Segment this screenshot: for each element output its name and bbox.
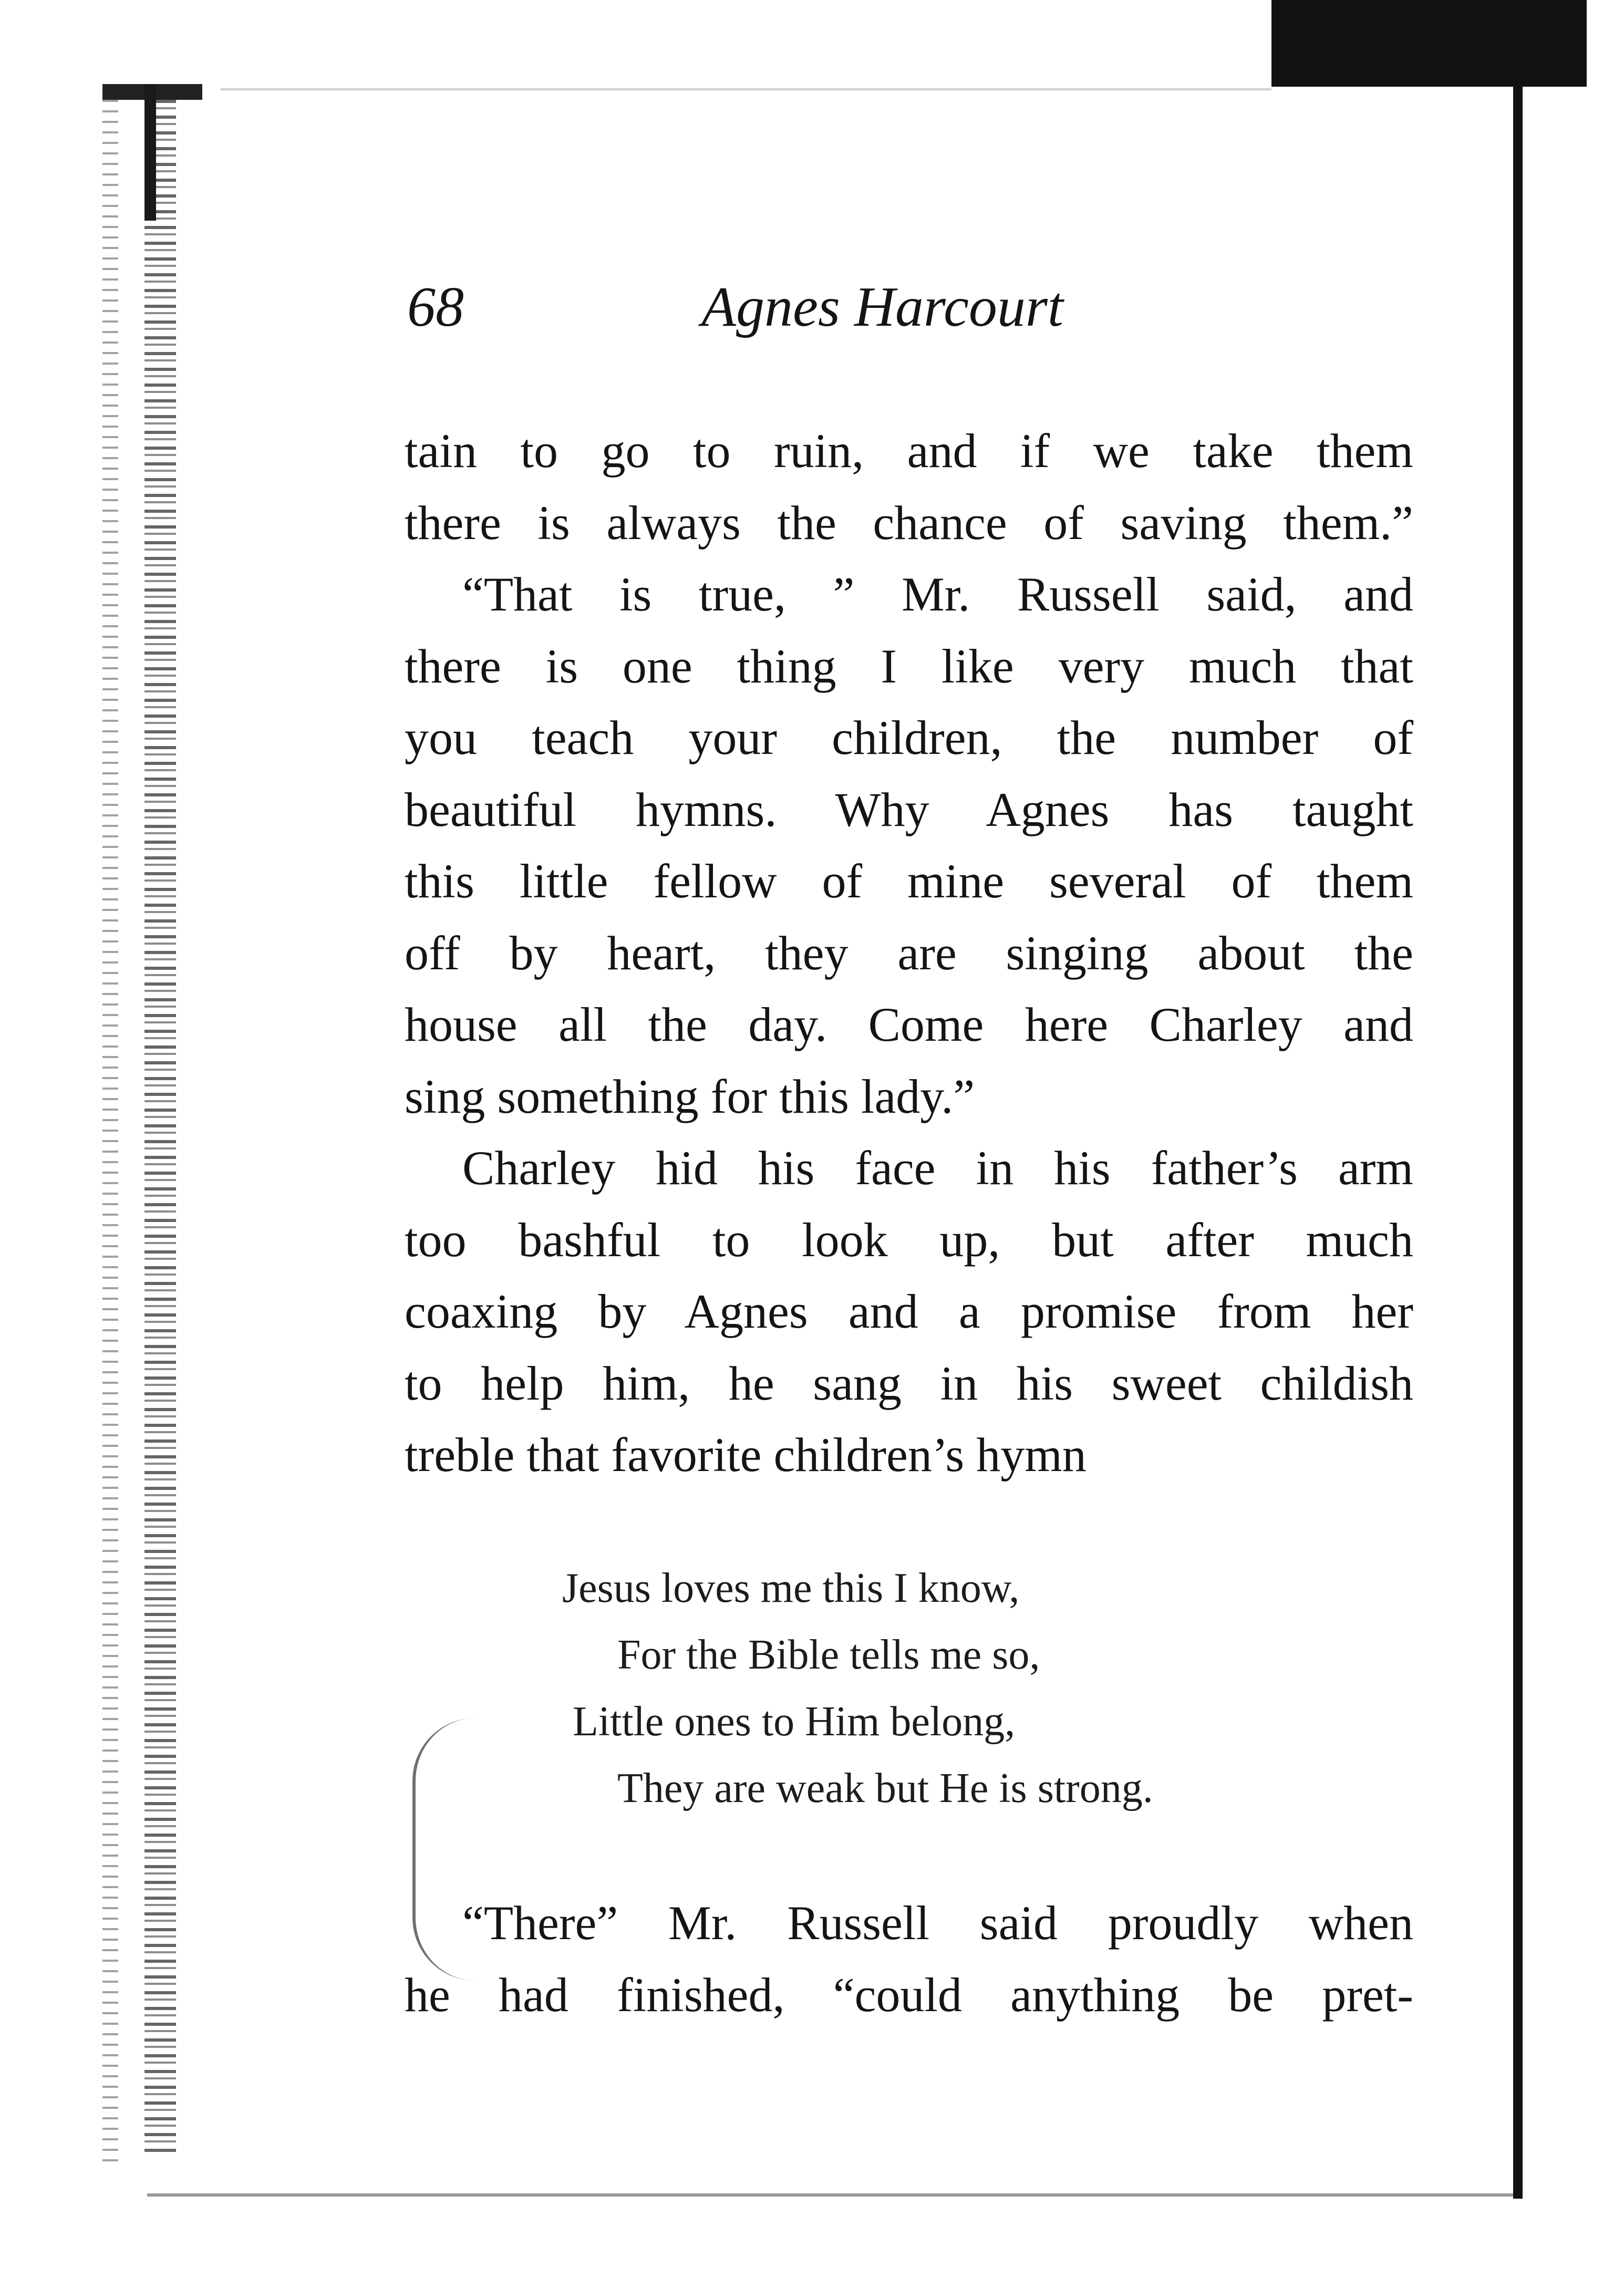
text-line: Charley hid his face in his father’s arm	[462, 1141, 1413, 1195]
text-line: too bashful to look up, but after much	[405, 1213, 1413, 1267]
body-text	[405, 415, 1413, 1491]
scan-artifact-right-edge	[1513, 87, 1523, 2199]
scan-artifact-bottom-rule	[147, 2193, 1513, 2197]
verse-line: For the Bible tells me so,	[617, 1632, 1040, 1678]
text-line: there is always the chance of saving them.”	[405, 495, 1413, 550]
verse-line: Little ones to Him belong,	[573, 1699, 1016, 1745]
text-line: there is one thing I like very much that	[405, 639, 1413, 693]
scan-artifact-binding	[144, 84, 176, 2154]
verse-line: Jesus loves me this I know,	[562, 1565, 1020, 1611]
scan-artifact-corner-vertical	[144, 84, 156, 221]
text-line: this little fellow of mine several of them	[405, 854, 1413, 908]
text-line: to help him, he sang in his sweet childish	[405, 1356, 1413, 1410]
text-line: tain to go to ruin, and if we take them	[405, 424, 1413, 478]
scan-artifact-top-rule	[221, 88, 1271, 90]
text-line: he had finished, “could anything be pret-	[405, 1968, 1413, 2022]
running-title: Agnes Harcourt	[701, 276, 1063, 338]
scan-artifact-tab	[1271, 0, 1587, 87]
text-line: you teach your children, the number of	[405, 711, 1413, 764]
page-number: 68	[407, 276, 464, 338]
text-line: sing something for this lady.”	[405, 1069, 975, 1123]
text-line: treble that favorite children’s hymn	[405, 1428, 1087, 1482]
hymn-verse	[405, 1555, 1413, 1822]
text-line: “There” Mr. Russell said proudly when	[462, 1896, 1413, 1950]
text-line: house all the day. Come here Charley and	[405, 998, 1413, 1051]
scan-artifact-binding-outer	[102, 89, 118, 2170]
text-line: off by heart, they are singing about the	[405, 926, 1413, 980]
text-line: coaxing by Agnes and a promise from her	[405, 1285, 1413, 1338]
running-head	[407, 273, 1174, 341]
verse-line: They are weak but He is strong.	[617, 1765, 1153, 1811]
text-line: beautiful hymns. Why Agnes has taught	[405, 782, 1413, 836]
text-line: “That is true, ” Mr. Russell said, and	[462, 567, 1413, 621]
body-text-continued	[405, 1887, 1413, 2031]
